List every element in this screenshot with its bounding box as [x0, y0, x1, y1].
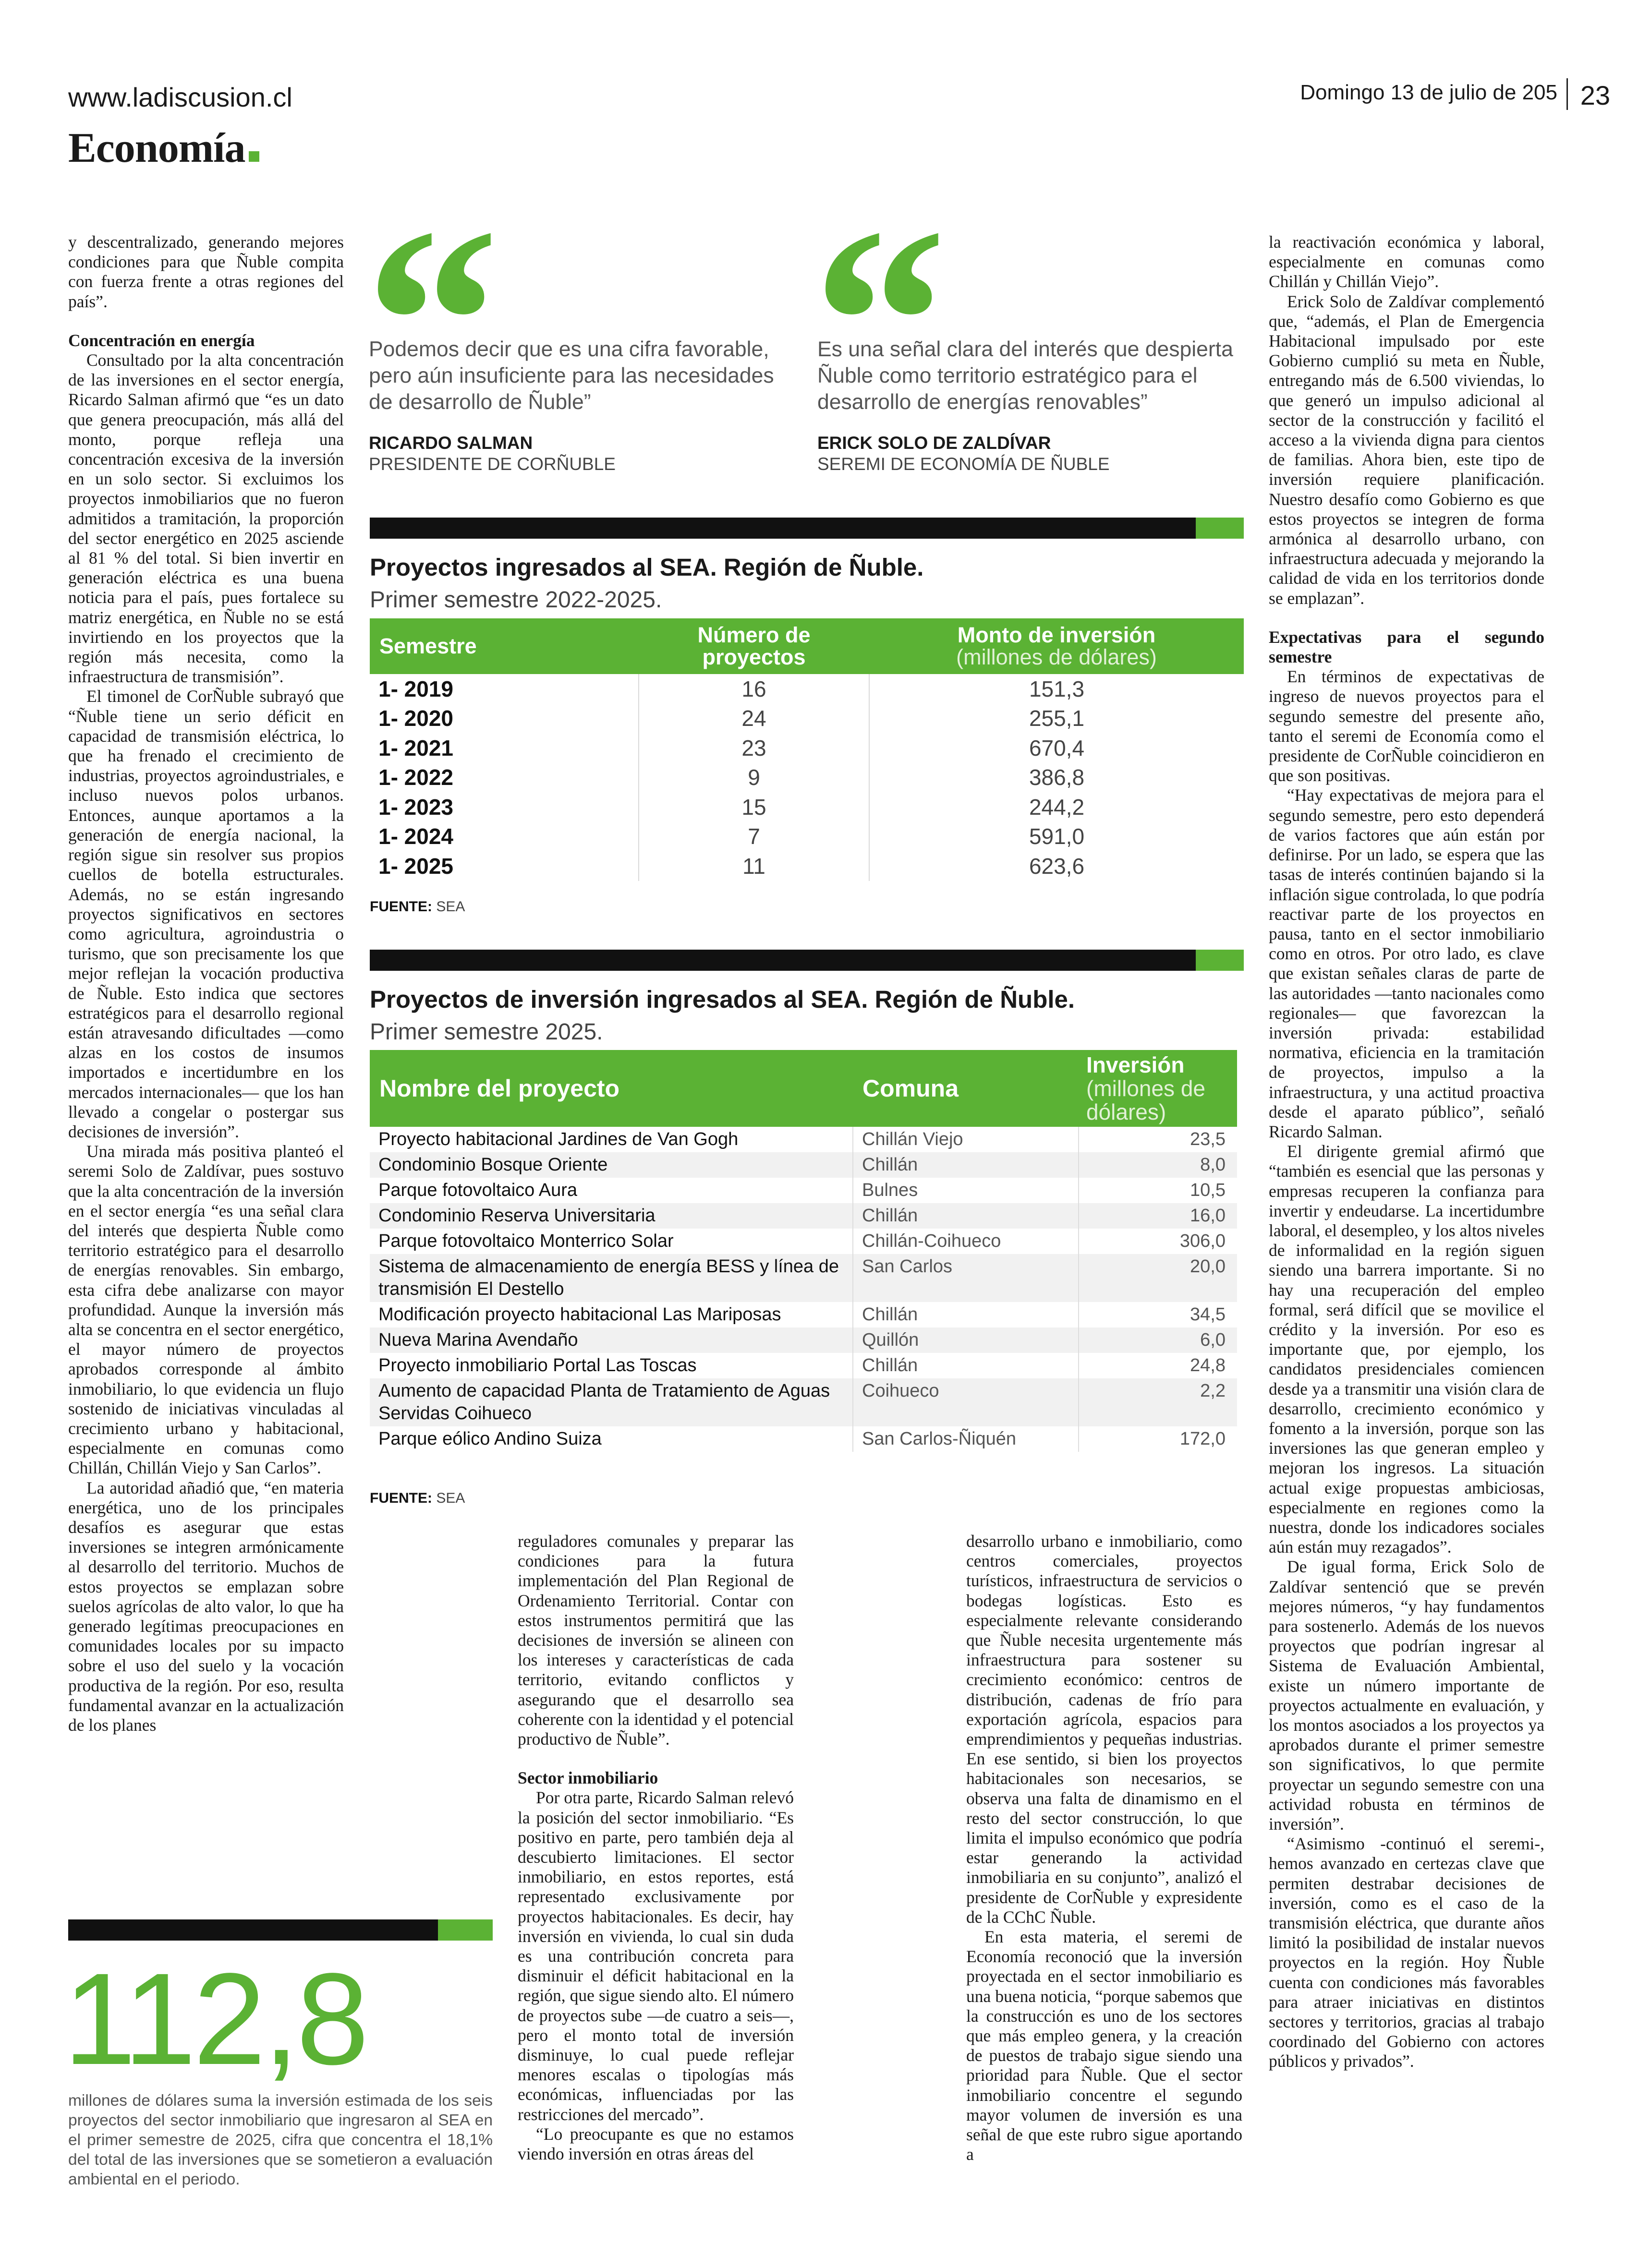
table-row	[370, 1378, 1237, 1426]
table-title: Proyectos de inversión ingresados al SEA. Región de Ñuble.	[370, 986, 1075, 1013]
table-top-bar	[370, 950, 1196, 971]
paragraph: En esta materia, el seremi de Economía reconoció que la inversión proyectada en el sector inmobiliario es una buena noticia, “porque sabemos que la construcción es uno de los sectores que más empleo genera, y la creación de puestos de trabajo sigue siendo una prioridad para Ñuble. Que el sector inmobiliario concentre el segundo mayor volumen de inversión es una señal de que este rubro sigue aportando a	[966, 1927, 1242, 2164]
cell-nombre: Aumento de capacidad Planta de Tratamiento de Aguas Servidas Coihueco	[370, 1378, 853, 1426]
cell-semestre: 1- 2024	[378, 824, 454, 849]
column-header-unit: (millones de dólares)	[1086, 1075, 1205, 1124]
paragraph: Erick Solo de Zaldívar complementó que, “además, el Plan de Emergencia Habitacional impulsado por este Gobierno cumplió su meta en Ñuble, entregando más de 6.500 viviendas, lo que generó un impulso adicional al sector de la construcción y facilitó el acceso a la vivienda digna para cientos de familias. Ahora bien, este tipo de inversión requiere planificación. Nuestro desafío como Gobierno es que estos proyectos se integren de forma armónica al desarrollo urbano, con infraestructura adecuada y mejorando la calidad de vida en los territorios donde se emplazan”.	[1269, 291, 1544, 608]
article-column-1	[68, 232, 344, 1735]
table-subtitle: Primer semestre 2025.	[370, 1019, 603, 1045]
quote-author: ERICK SOLO DE ZALDÍVAR	[817, 433, 1051, 453]
cell-comuna: Chillán-Coihueco	[853, 1229, 1079, 1254]
table-row	[370, 1426, 1237, 1452]
paragraph: desarrollo urbano e inmobiliario, como centros comerciales, proyectos turísticos, infraestructura de servicios o bodegas logísticas. Esto es especialmente relevante considerando que Ñuble necesita urgentemente más infraestructura para sostener su crecimiento económico: centros de distribución, cadenas de frío para exportación agrícola, espacios para emprendimientos y pequeñas industrias. En ese sentido, si bien los proyectos habitacionales son necesarios, se observa una falta de dinamismo en el resto del sector construcción, lo que limita el impulso económico que podría estar generando la actividad inmobiliaria en su conjunto”, analizó el presidente de CorÑuble y expresidente de la CChC Ñuble.	[966, 1532, 1242, 1927]
table-row	[370, 1178, 1237, 1203]
cell-numero: 16	[639, 674, 869, 704]
table-row	[370, 704, 1244, 734]
quote-text: Es una señal clara del interés que despierta Ñuble como territorio estratégico para el desarrollo de energías renovables”	[817, 338, 1233, 414]
table-row	[370, 733, 1244, 763]
table-row	[370, 851, 1244, 881]
column-header: Número de proyectos	[639, 618, 869, 674]
page-number-divider	[1566, 78, 1568, 110]
table-top-bar	[370, 518, 1196, 539]
cell-nombre: Modificación proyecto habitacional Las Mariposas	[378, 1304, 781, 1325]
paragraph: Una mirada más positiva planteó el seremi Solo de Zaldívar, pues sostuvo que la alta concentración de la inversión en el sector energía “es una señal clara del interés que despierta Ñuble como territorio estratégico para el desarrollo de energías renovables. Sin embargo, esta cifra debe analizarse con mayor profundidad. Aunque la inversión más alta se concentra en el sector energético, el mayor número de proyectos aprobados corresponde al ámbito inmobiliario, lo que evidencia un flujo sostenido de iniciativas vinculadas al crecimiento urbano y habitacional, especialmente en comunas como Chillán, Chillán Viejo y San Carlos”.	[68, 1142, 344, 1478]
cell-inversion: 306,0	[1079, 1229, 1237, 1254]
column-header	[1079, 1050, 1237, 1127]
subheading: Sector inmobiliario	[518, 1768, 658, 1788]
paragraph: La autoridad añadió que, “en materia energética, uno de los principales desafíos es asegurar que estas inversiones se integren armónicamente al desarrollo del territorio. Muchos de estos proyectos se emplazan sobre suelos agrícolas de alto valor, lo que ha generado legítimas preocupaciones en comunidades locales por su impacto sobre el uso del suelo y la vocación productiva de la región. Por eso, resulta fundamental avanzar en la actualización de los planes	[68, 1478, 344, 1735]
site-url[interactable]: www.ladiscusion.cl	[68, 82, 292, 112]
cell-semestre: 1- 2020	[378, 706, 454, 731]
column-header	[869, 618, 1244, 674]
column-header-text: Inversión	[1086, 1052, 1185, 1077]
cell-inversion: 6,0	[1079, 1327, 1237, 1353]
table-row	[370, 763, 1244, 793]
table-row	[370, 1353, 1237, 1378]
cell-nombre: Parque fotovoltaico Monterrico Solar	[378, 1231, 674, 1251]
quote-text: Podemos decir que es una cifra favorable, pero aún insuficiente para las necesidades de desarrollo de Ñuble”	[369, 338, 774, 414]
quote-author-role: PRESIDENTE DE CORÑUBLE	[369, 454, 616, 474]
cell-semestre: 1- 2021	[378, 735, 454, 760]
cell-comuna: Chillán	[853, 1152, 1079, 1178]
section-title	[68, 124, 259, 172]
cell-nombre: Proyecto habitacional Jardines de Van Gogh	[378, 1129, 739, 1149]
cell-monto: 386,8	[869, 763, 1244, 793]
section-dot	[249, 151, 259, 162]
table-subtitle: Primer semestre 2022-2025.	[370, 587, 662, 613]
stat-top-bar-accent	[438, 1919, 493, 1941]
cell-inversion: 172,0	[1079, 1426, 1237, 1452]
subheading: Concentración en energía	[68, 330, 255, 350]
cell-comuna: Chillán	[853, 1203, 1079, 1229]
page-number: 23	[1580, 80, 1610, 110]
cell-inversion: 10,5	[1079, 1178, 1237, 1203]
table-header-row	[370, 1050, 1237, 1127]
paragraph: El dirigente gremial afirmó que “también es esencial que las personas y empresas recuperen la confianza para invertir y endeudarse. La incertidumbre laboral, el desempleo, y los altos niveles de informalidad en la región siguen siendo una barrera importante. Si no hay una recuperación del empleo formal, será difícil que se movilice el crédito y la inversión. Por eso es importante que, por ejemplo, los candidatos presidenciales comiencen desde ya a transmitir una visión clara de desarrollo, crecimiento económico y fomento a la inversión, porque son las inversiones las que generan empleo y mejoran los ingresos. La situación actual exige propuestas ambiciosas, especialmente en regiones como la nuestra, donde los indicadores sociales aún están muy rezagados”.	[1269, 1142, 1544, 1557]
column-header: Nombre del proyecto	[370, 1050, 853, 1127]
cell-numero: 11	[639, 851, 869, 881]
table-header-row	[370, 618, 1244, 674]
paragraph: “Lo preocupante es que no estamos viendo inversión en otras áreas del	[518, 2124, 794, 2164]
table-row	[370, 1302, 1237, 1327]
paragraph: Consultado por la alta concentración de las inversiones en el sector energía, Ricardo Salman afirmó que “es un dato que genera preocupación, más allá del monto, porque refleja una concentración excesiva de la inversión en un solo sector. Si excluimos los proyectos inmobiliarios que no fueron admitidos a tramitación, la proporción del sector energético en 2025 asciende al 81 % del total. Si bien invertir en generación eléctrica es una buena noticia para el país, pues fortalece su matriz energética, en Ñuble no se está invirtiendo en los proyectos que la región más necesita, como la infraestructura de transmisión”.	[68, 350, 344, 687]
cell-monto: 591,0	[869, 822, 1244, 852]
cell-comuna: Chillán	[853, 1302, 1079, 1327]
table-row	[370, 792, 1244, 822]
paragraph: “Hay expectativas de mejora para el segundo semestre, pero esto dependerá de varios factores que aún están por definirse. Por un lado, se espera que las tasas de interés continúen bajando si la inflación sigue controlada, lo que podría reactivar parte de los proyectos en pausa, tanto en el sector inmobiliario como en otros. Por otro lado, es clave que existan señales claras de parte de las autoridades —tanto nacionales como regionales— que favorezcan la inversión privada: estabilidad normativa, eficiencia en la tramitación de proyectos, impulso a la infraestructura, y una actitud proactiva desde el aparato público”, señaló Ricardo Salman.	[1269, 785, 1544, 1141]
paragraph: y descentralizado, generando mejores condiciones para que Ñuble compita con fuerza frente a otras regiones del país”.	[68, 232, 344, 311]
column-header: Semestre	[370, 618, 639, 674]
cell-inversion: 20,0	[1079, 1254, 1237, 1302]
paragraph: En términos de expectativas de ingreso de nuevos proyectos para el segundo semestre del presente año, tanto el seremi de Economía como el presidente de CorÑuble coincidieron en que son positivas.	[1269, 667, 1544, 785]
table-row	[370, 674, 1244, 704]
column-header-text: Monto de inversión	[957, 623, 1156, 647]
table-title: Proyectos ingresados al SEA. Región de Ñuble.	[370, 554, 924, 581]
paragraph: la reactivación económica y laboral, especialmente en comunas como Chillán y Chillán Viejo”.	[1269, 232, 1544, 291]
source-label: FUENTE:	[370, 1490, 432, 1506]
table-row	[370, 1203, 1237, 1229]
cell-comuna: Chillán	[853, 1353, 1079, 1378]
cell-semestre: 1- 2025	[378, 853, 454, 879]
cell-nombre: Condominio Bosque Oriente	[370, 1152, 853, 1178]
table-row	[370, 1327, 1237, 1353]
quote-mark-icon	[365, 226, 499, 331]
cell-comuna: San Carlos-Ñiquén	[853, 1426, 1079, 1452]
cell-semestre: 1- 2019	[378, 676, 454, 701]
quote-author-role: SEREMI DE ECONOMÍA DE ÑUBLE	[817, 454, 1110, 474]
data-table	[370, 618, 1244, 881]
cell-inversion: 34,5	[1079, 1302, 1237, 1327]
table-source	[370, 1490, 465, 1507]
cell-comuna: San Carlos	[853, 1254, 1079, 1302]
cell-nombre: Sistema de almacenamiento de energía BESS y línea de transmisión El Destello	[370, 1254, 853, 1302]
subheading: Expectativas para el segundo semestre	[1269, 627, 1544, 667]
table-top-bar-accent	[1196, 950, 1244, 971]
cell-nombre: Proyecto inmobiliario Portal Las Toscas	[378, 1355, 697, 1375]
cell-monto: 670,4	[869, 733, 1244, 763]
cell-inversion: 8,0	[1079, 1152, 1237, 1178]
column-header-unit: (millones de dólares)	[956, 645, 1157, 669]
cell-numero: 9	[639, 763, 869, 793]
section-title-text: Economía	[68, 125, 245, 171]
cell-nombre: Parque eólico Andino Suiza	[378, 1429, 602, 1449]
table-row	[370, 1254, 1237, 1302]
stat-caption: millones de dólares suma la inversión estimada de los seis proyectos del sector inmobiliario que ingresaron al SEA en el primer semestre de 2025, cifra que concentra el 18,1% del total de las inversiones que se sometieron a evaluación ambiental en el periodo.	[68, 2092, 493, 2188]
quote-author: RICARDO SALMAN	[369, 433, 533, 453]
paragraph: reguladores comunales y preparar las condiciones para la futura implementación del Plan Regional de Ordenamiento Territorial. Contar con estos instrumentos permitirá que las decisiones de inversión se alineen con los intereses y características de cada territorio, evitando conflictos y asegurando que el desarrollo sea coherente con la identidad y el potencial productivo de Ñuble”.	[518, 1532, 794, 1749]
cell-monto: 623,6	[869, 851, 1244, 881]
cell-numero: 15	[639, 792, 869, 822]
cell-semestre: 1- 2023	[378, 794, 454, 820]
cell-semestre: 1- 2022	[378, 765, 454, 790]
paragraph: Por otra parte, Ricardo Salman relevó la posición del sector inmobiliario. “Es positivo en parte, pero también deja al descubierto limitaciones. El sector inmobiliario, en estos reportes, está representado exclusivamente por proyectos habitacionales. Es decir, hay inversión en vivienda, lo cual sin duda es una contribución concreta para disminuir el déficit habitacional en la región, que sigue siendo alto. El número de proyectos sube —de cuatro a seis—, pero el monto total de inversión disminuye, lo cual puede reflejar menores escalas o tipologías más económicas, influenciadas por las restricciones del mercado”.	[518, 1788, 794, 2124]
stat-number: 112,8	[63, 1946, 366, 2092]
table-row	[370, 1127, 1237, 1152]
article-column-2	[518, 1532, 794, 2164]
cell-inversion: 24,8	[1079, 1353, 1237, 1378]
page-date: Domingo 13 de julio de 205	[1300, 81, 1557, 104]
data-table	[370, 1050, 1237, 1452]
source-value: SEA	[436, 1490, 465, 1506]
table-top-bar-accent	[1196, 518, 1244, 539]
cell-nombre: Parque fotovoltaico Aura	[378, 1180, 578, 1200]
cell-inversion: 2,2	[1079, 1378, 1237, 1426]
stat-top-bar	[68, 1919, 438, 1941]
table-row	[370, 1152, 1237, 1178]
cell-comuna: Bulnes	[853, 1178, 1079, 1203]
table-source	[370, 899, 465, 915]
cell-monto: 151,3	[869, 674, 1244, 704]
source-label: FUENTE:	[370, 899, 432, 915]
cell-inversion: 16,0	[1079, 1203, 1237, 1229]
cell-monto: 255,1	[869, 704, 1244, 734]
cell-monto: 244,2	[869, 792, 1244, 822]
quote-mark-icon	[813, 226, 947, 331]
column-header: Comuna	[853, 1050, 1079, 1127]
paragraph: De igual forma, Erick Solo de Zaldívar sentenció que se prevén mejores números, “y hay fundamentos para sostenerlo. Además de los nuevos proyectos que podrían ingresar al Sistema de Evaluación Ambiental, existe un número importante de proyectos actualmente en evaluación, y los montos asociados a los proyectos ya aprobados durante el primer semestre son significativos, lo que permite proyectar un segundo semestre con una actividad robusta en términos de inversión”.	[1269, 1557, 1544, 1834]
article-column-3	[966, 1532, 1242, 2165]
cell-comuna: Coihueco	[853, 1378, 1079, 1426]
cell-numero: 7	[639, 822, 869, 852]
cell-nombre: Nueva Marina Avendaño	[370, 1327, 853, 1353]
cell-comuna: Quillón	[853, 1327, 1079, 1353]
cell-numero: 23	[639, 733, 869, 763]
cell-nombre: Condominio Reserva Universitaria	[370, 1203, 853, 1229]
source-value: SEA	[436, 899, 465, 915]
cell-numero: 24	[639, 704, 869, 734]
table-row	[370, 1229, 1237, 1254]
table-row	[370, 822, 1244, 852]
cell-comuna: Chillán Viejo	[853, 1127, 1079, 1152]
paragraph: “Asimismo -continuó el seremi-, hemos avanzado en certezas clave que permiten destrabar decisiones de inversión, como es el caso de la transmisión eléctrica, que durante años limitó la posibilidad de instalar nuevos proyectos en la región. Hoy Ñuble cuenta con condiciones más favorables para atraer iniciativas en distintos sectores y territorios, gracias al trabajo coordinado del Gobierno con actores públicos y privados”.	[1269, 1834, 1544, 2071]
cell-inversion: 23,5	[1079, 1127, 1237, 1152]
article-column-4	[1269, 232, 1544, 2072]
paragraph: El timonel de CorÑuble subrayó que “Ñuble tiene un serio déficit en capacidad de transmisión eléctrica, lo que ha frenado el crecimiento de industrias, proyectos agroindustriales, e incluso nuevos polos urbanos. Entonces, aunque aportamos a la generación de energía nacional, la región sigue sin resolver sus propios cuellos de botella estructurales. Además, no se están ingresando proyectos significativos en sectores como agricultura, agroindustria o turismo, que son precisamente los que mejor reflejan la vocación productiva de Ñuble. Esto indica que sectores estratégicos para el desarrollo regional están atravesando dificultades —como alzas en los costos de insumos importados e incertidumbre en los mercados internacionales— que los han llevado a congelar o postergar sus decisiones de inversión”.	[68, 687, 344, 1141]
